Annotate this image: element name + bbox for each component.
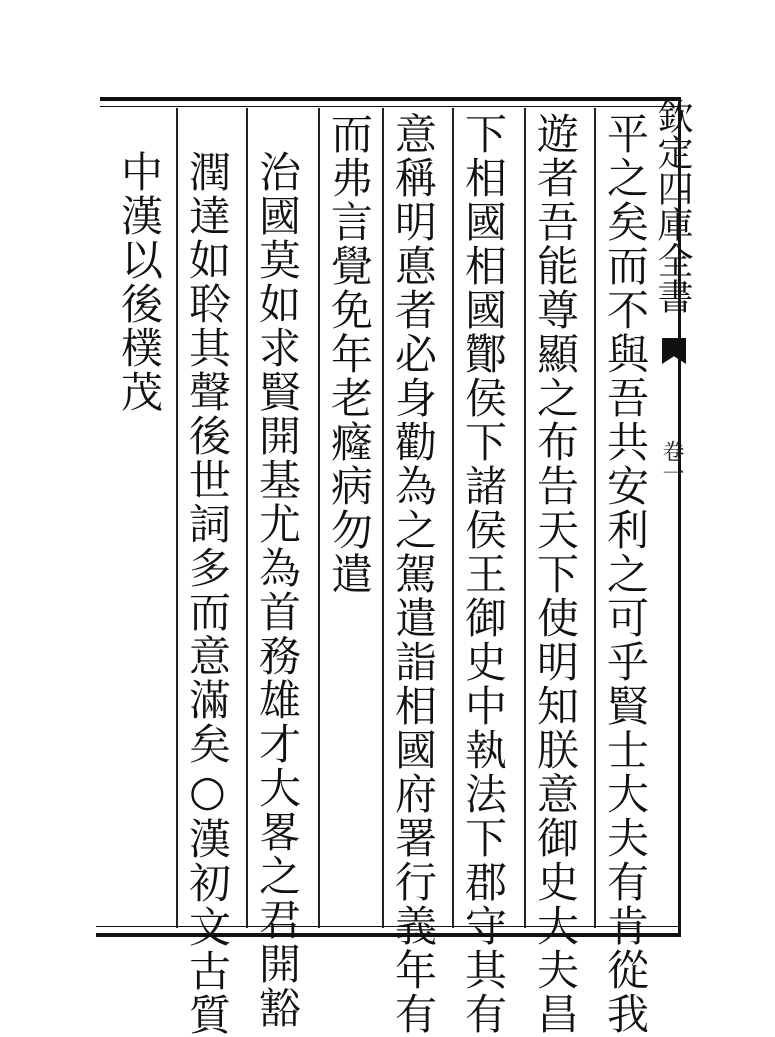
column-divider [318, 108, 320, 928]
text-column-7: 潤達如聆其聲後世詞多而意滿矣○漢初文古質 [183, 150, 232, 1037]
column-divider [594, 108, 596, 928]
text-column-3: 下相國相國酇侯下諸侯王御史中執法下郡守其有 [459, 112, 508, 1036]
text-column-1: 平之矣而不與吾共安利之可乎賢士大夫有肯從我 [601, 112, 650, 1036]
book-title: 欽定四庫全書 [652, 98, 693, 314]
column-divider [382, 108, 384, 928]
text-column-6: 治國莫如求賢開基尤為首務雄才大畧之君開豁 [253, 150, 302, 1030]
text-column-4: 意稱明悳者必身勸為之駕遣詣相國府署行義年有 [389, 112, 438, 1036]
column-divider [524, 108, 526, 928]
column-divider [246, 108, 248, 928]
top-border-rule-thin [100, 106, 680, 107]
column-divider [452, 108, 454, 928]
top-border-rule [100, 97, 680, 101]
column-divider [176, 108, 178, 928]
text-column-8: 中漢以後樸茂 [115, 150, 164, 414]
fishtail-mark [662, 338, 686, 364]
volume-number: 卷一 [659, 440, 684, 484]
text-column-5: 而弗言覺免年老癃病勿遣 [325, 112, 374, 596]
text-column-2: 遊者吾能尊顯之布告天下使明知朕意御史大夫昌 [531, 112, 580, 1036]
